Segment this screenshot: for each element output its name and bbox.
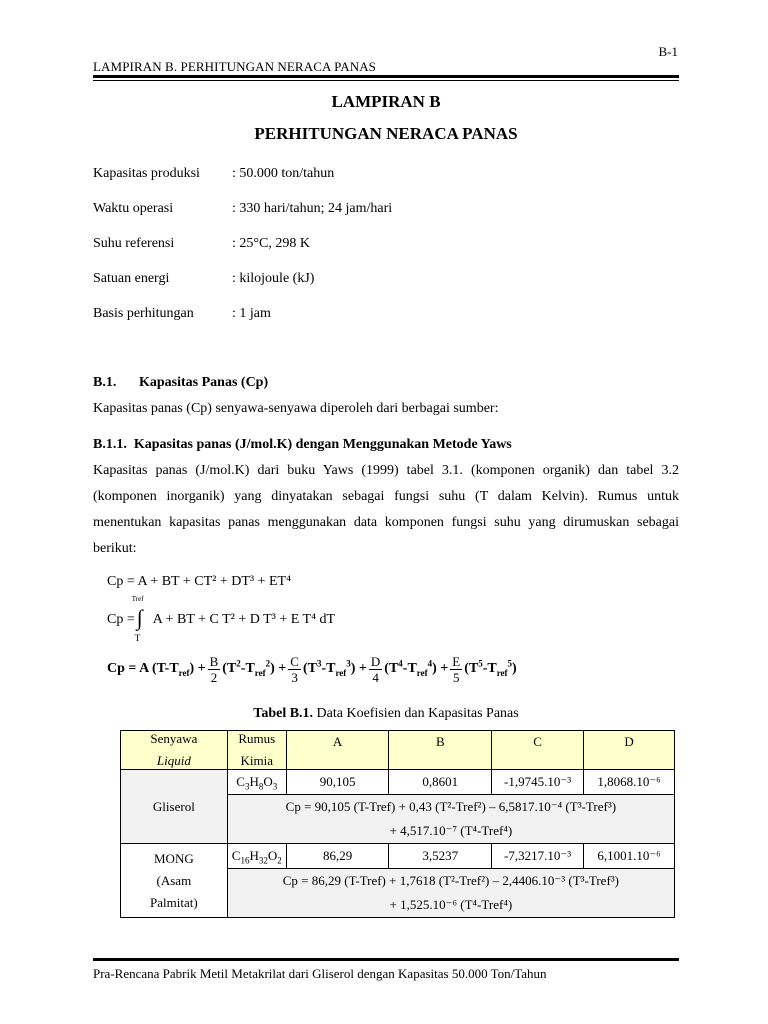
info-value: : 330 hari/tahun; 24 jam/hari	[232, 201, 393, 216]
info-label: Satuan energi	[93, 271, 170, 286]
header-rule-thin	[93, 80, 679, 81]
table-row	[121, 770, 675, 795]
section-number: B.1.	[93, 375, 117, 390]
info-label: Kapasitas produksi	[93, 166, 200, 181]
chemical-formula: $C_3H_8O_3$	[227, 770, 286, 795]
cp-integral-equation	[107, 595, 336, 643]
appendix-subtitle: PERHITUNGAN NERACA PANAS	[254, 124, 518, 143]
coef-a: 90,105	[286, 770, 389, 795]
section-title: Kapasitas Panas (Cp)	[139, 375, 269, 390]
fraction-b-over-2: $\frac{B}{2}$	[209, 653, 219, 685]
compound-name: MONG (Asam Palmitat)	[121, 844, 228, 918]
coef-a: 86,29	[286, 844, 389, 869]
info-value: : 25°C, 298 K	[232, 236, 310, 251]
coef-c: -7,3217.10⁻³	[492, 844, 584, 869]
table-caption-text: Data Koefisien dan Kapasitas Panas	[313, 706, 519, 721]
info-value: : kilojoule (kJ)	[232, 271, 315, 286]
header-a: A	[286, 731, 389, 770]
table-row	[121, 844, 675, 869]
header-formula: Rumus Kimia	[227, 731, 286, 770]
footer-text: Pra-Rencana Pabrik Metil Metakrilat dari Gliserol dengan Kapasitas 50.000 Ton/Tahun	[93, 966, 547, 981]
integral-upper-bound: Tref	[131, 595, 144, 603]
header-rule-thick	[93, 75, 679, 78]
fraction-e-over-5: $\frac{E}{5}$	[452, 653, 461, 685]
info-value: : 50.000 ton/tahun	[232, 166, 335, 181]
fraction-c-over-3: $\frac{C}{3}$	[290, 653, 299, 685]
section-intro: Kapasitas panas (Cp) senyawa-senyawa diperoleh dari berbagai sumber:	[93, 401, 499, 416]
info-label: Suhu referensi	[93, 236, 175, 251]
table-caption-label: Tabel B.1.	[253, 706, 314, 721]
info-label: Basis perhitungan	[93, 306, 194, 321]
integral-lower-bound: T	[134, 633, 141, 643]
cp-equation-line1: Cp = 90,105 (T-Tref) + 0,43 (T²-Tref²) – 6,5817.10⁻⁴ (T³-Tref³)	[227, 795, 674, 820]
table-caption	[93, 706, 679, 722]
coef-d: 1,8068.10⁻⁶	[584, 770, 675, 795]
footer-rule	[93, 958, 679, 961]
fraction-d-over-4: $\frac{D}{4}$	[370, 653, 381, 685]
coef-b: 0,8601	[389, 770, 492, 795]
coef-b: 3,5237	[389, 844, 492, 869]
running-header: LAMPIRAN B. PERHITUNGAN NERACA PANAS	[93, 59, 377, 74]
integral-symbol: Tref ∫ T	[131, 595, 144, 643]
eq-prefix: Cp =	[107, 612, 135, 627]
coefficient-table	[120, 730, 675, 918]
cp-integrated-equation: Cp = A $(T-T_{ref})$ + $\frac{B}{2}$ $(T^2-T_{ref}^2)$ + $\frac{C}{3}$ $(T^3-T_{ref}^3)$ + $\frac{D}{4}$ $(T^4-T_{ref}^4)$ + $\frac{E}{5}$ $(T^5-T_{ref}^5)$	[107, 653, 517, 685]
cp-equation-line2: + 4,517.10⁻⁷ (T⁴-Tref⁴)	[227, 819, 674, 844]
subsection-heading: B.1.1. Kapasitas panas (J/mol.K) dengan Menggunakan Metode Yaws	[93, 437, 512, 452]
header-compound: Senyawa Liquid	[121, 731, 228, 770]
info-label: Waktu operasi	[93, 201, 174, 216]
page-number: B-1	[658, 44, 678, 59]
eq-integrand: A + BT + C T² + D T³ + E T⁴ dT	[152, 612, 336, 627]
cp-polynomial-equation: Cp = A + BT + CT² + DT³ + ET⁴	[107, 574, 291, 589]
eq3-lead: Cp = A $(T-T_{ref})$ +	[107, 661, 206, 678]
coef-d: 6,1001.10⁻⁶	[584, 844, 675, 869]
subsection-paragraph: Kapasitas panas (J/mol.K) dari buku Yaws (1999) tabel 3.1. (komponen organik) dan tabel 3.2 (komponen inorganik) yang dinyatakan sebagai fungsi suhu (T dalam Kelvin). Rumus untuk menentukan kapasitas panas menggunakan data komponen fungsi suhu yang dirumuskan sebagai berikut:	[93, 463, 679, 556]
info-value: : 1 jam	[232, 306, 271, 321]
header-d: D	[584, 731, 675, 770]
cp-equation-line2: + 1,525.10⁻⁶ (T⁴-Tref⁴)	[227, 893, 674, 918]
cp-equation-line1: Cp = 86,29 (T-Tref) + 1,7618 (T²-Tref²) – 2,4406.10⁻³ (T³-Tref³)	[227, 869, 674, 894]
chemical-formula: $C_{16}H_{32}O_2$	[227, 844, 286, 869]
compound-name: Gliserol	[121, 770, 228, 844]
appendix-title: LAMPIRAN B	[331, 92, 441, 111]
header-c: C	[492, 731, 584, 770]
coef-c: -1,9745.10⁻³	[492, 770, 584, 795]
header-b: B	[389, 731, 492, 770]
